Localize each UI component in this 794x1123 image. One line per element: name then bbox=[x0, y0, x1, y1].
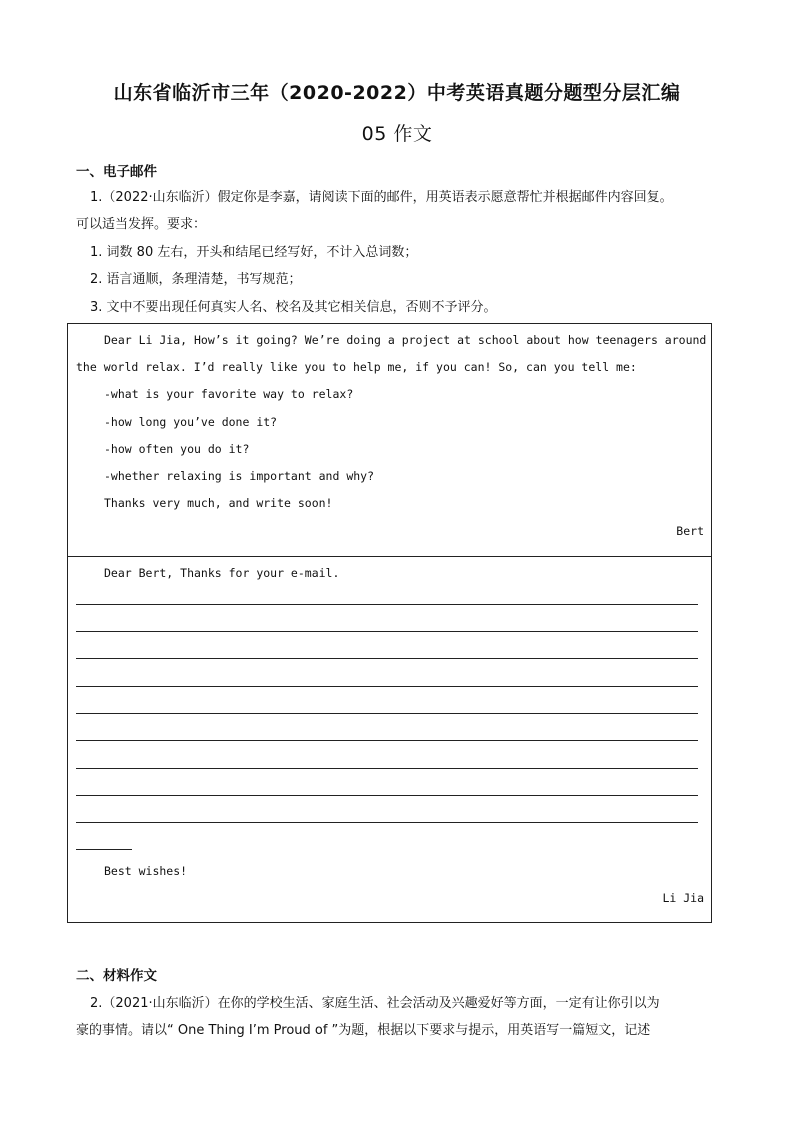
requirement-3: 3. 文中不要出现任何真实人名、校名及其它相关信息，否则不予评分。 bbox=[90, 300, 497, 315]
reply-opening[interactable]: Dear Bert, Thanks for your e-mail. bbox=[104, 566, 340, 580]
section2-question-line1: 2.（2021·山东临沂）在你的学校生活、家庭生活、社会活动及兴趣爱好等方面，一定有让你引以为 bbox=[90, 996, 660, 1011]
section1-question-line1: 1.（2022·山东临沂）假定你是李嘉，请阅读下面的邮件，用英语表示愿意帮忙并根据邮件内容回复。 bbox=[90, 190, 673, 205]
letter-question-3: -how often you do it? bbox=[104, 442, 250, 456]
document-subtitle: 05 作文 bbox=[361, 123, 433, 145]
answer-line-10[interactable] bbox=[76, 849, 132, 850]
letter-question-4: -whether relaxing is important and why? bbox=[104, 469, 375, 483]
section1-question-line2: 可以适当发挥。要求： bbox=[76, 217, 207, 232]
answer-line-6[interactable] bbox=[76, 740, 698, 741]
letter-signature: Bert bbox=[676, 524, 704, 538]
answer-line-2[interactable] bbox=[76, 631, 698, 632]
answer-line-9[interactable] bbox=[76, 822, 698, 823]
answer-line-5[interactable] bbox=[76, 713, 698, 714]
requirement-1: 1. 词数 80 左右，开头和结尾已经写好，不计入总词数； bbox=[90, 245, 418, 260]
answer-line-1[interactable] bbox=[76, 604, 698, 605]
letter-question-1: -what is your favorite way to relax? bbox=[104, 387, 354, 401]
reply-signature: Li Jia bbox=[662, 891, 704, 905]
answer-line-7[interactable] bbox=[76, 768, 698, 769]
section1-heading: 一、电子邮件 bbox=[76, 164, 157, 180]
section2-heading: 二、材料作文 bbox=[76, 968, 157, 984]
letter-line-1: Dear Li Jia, How’s it going? We’re doing a project at school about how teenagers around bbox=[104, 333, 707, 347]
letter-closing: Thanks very much, and write soon! bbox=[104, 496, 333, 510]
document-title: 山东省临沂市三年（2020-2022）中考英语真题分题型分层汇编 bbox=[113, 82, 681, 104]
letter-line-2: the world relax. I’d really like you to help me, if you can! So, can you tell me: bbox=[76, 360, 637, 374]
requirement-2: 2. 语言通顺，条理清楚，书写规范； bbox=[90, 272, 302, 287]
reply-closing: Best wishes! bbox=[104, 864, 188, 878]
section2-question-line2: 豪的事情。请以“ One Thing I’m Proud of ”为题，根据以下要求与提示，用英语写一篇短文，记述 bbox=[76, 1023, 651, 1038]
answer-line-4[interactable] bbox=[76, 686, 698, 687]
answer-line-8[interactable] bbox=[76, 795, 698, 796]
letter-box bbox=[67, 323, 712, 557]
letter-question-2: -how long you’ve done it? bbox=[104, 415, 278, 429]
answer-line-3[interactable] bbox=[76, 658, 698, 659]
